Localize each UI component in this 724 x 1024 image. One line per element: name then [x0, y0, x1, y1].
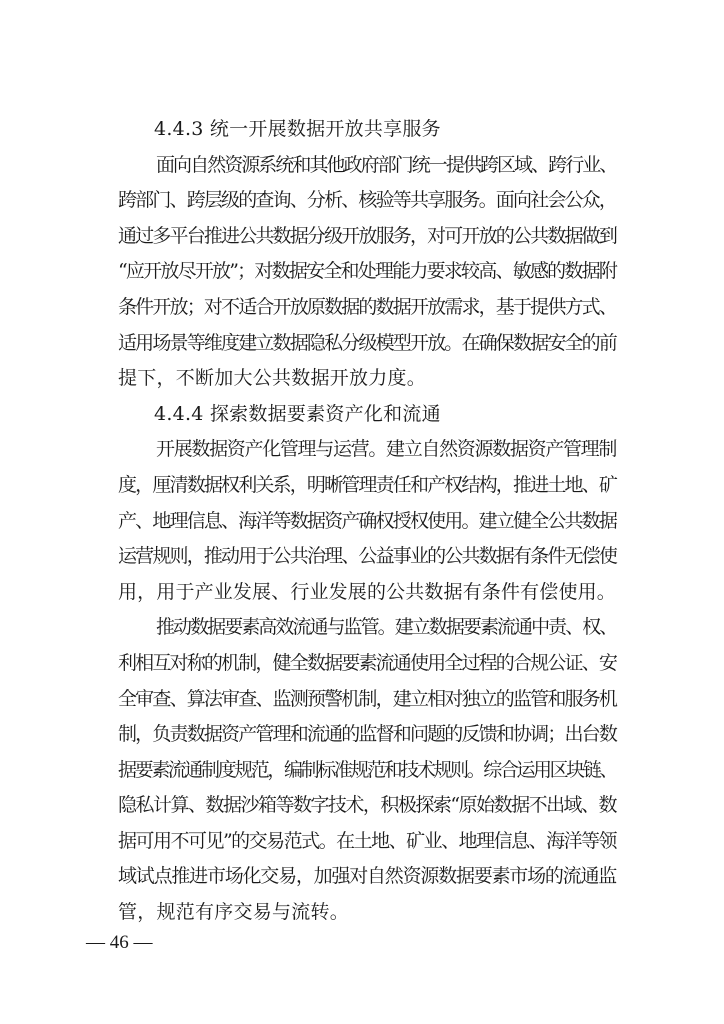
- text-line: 跨部门、跨层级的查询、分析、核验等共享服务。面向社会公众，: [118, 189, 616, 212]
- text-line: 据要素流通制度规范，编制标准规范和技术规则。综合运用区块链、: [118, 758, 616, 781]
- text-line: 通过多平台推进公共数据分级开放服务，对可开放的公共数据做到: [118, 224, 616, 247]
- text-line: 利相互对称的机制，健全数据要素流通使用全过程的合规公证、安: [118, 651, 616, 674]
- text-line: 度，厘清数据权利关系，明晰管理责任和产权结构，推进土地、矿: [118, 473, 616, 496]
- text-line: 推动数据要素高效流通与监管。建立数据要素流通中责、权、: [156, 616, 617, 639]
- text-line: 条件开放；对不适合开放原数据的数据开放需求，基于提供方式、: [118, 295, 616, 318]
- text-line: 管，规范有序交易与流转。: [118, 901, 350, 924]
- page-number: — 46 —: [86, 932, 153, 953]
- text-line: “应开放尽开放”；对数据安全和处理能力要求较高、敏感的数据附: [118, 260, 616, 283]
- text-line: 域试点推进市场化交易，加强对自然资源数据要素市场的流通监: [118, 865, 616, 888]
- text-line: 提下，不断加大公共数据开放力度。: [118, 367, 427, 390]
- text-line: 用，用于产业发展、行业发展的公共数据有条件有偿使用。: [118, 580, 616, 603]
- text-line: 隐私计算、数据沙箱等数字技术，积极探索“原始数据不出域、数: [118, 794, 616, 817]
- document-body: [118, 112, 616, 931]
- text-line: 制，负责数据资产管理和流通的监督和问题的反馈和协调；出台数: [118, 723, 616, 746]
- text-line: 适用场景等维度建立数据隐私分级模型开放。在确保数据安全的前: [118, 331, 616, 354]
- text-line: 运营规则，推动用于公共治理、公益事业的公共数据有条件无偿使: [118, 545, 616, 568]
- text-line: 产、地理信息、海洋等数据资产确权授权使用。建立健全公共数据: [118, 509, 616, 532]
- text-line: 全审查、算法审查、监测预警机制，建立相对独立的监管和服务机: [118, 687, 616, 710]
- text-line: 面向自然资源系统和其他政府部门统一提供跨区域、跨行业、: [156, 153, 617, 176]
- text-line: 开展数据资产化管理与运营。建立自然资源数据资产管理制: [156, 438, 616, 461]
- section-heading: 4.4.4 探索数据要素资产化和流通: [154, 402, 441, 425]
- text-line: 据可用不可见”的交易范式。在土地、矿业、地理信息、海洋等领: [118, 829, 616, 852]
- section-heading: 4.4.3 统一开展数据开放共享服务: [154, 118, 441, 140]
